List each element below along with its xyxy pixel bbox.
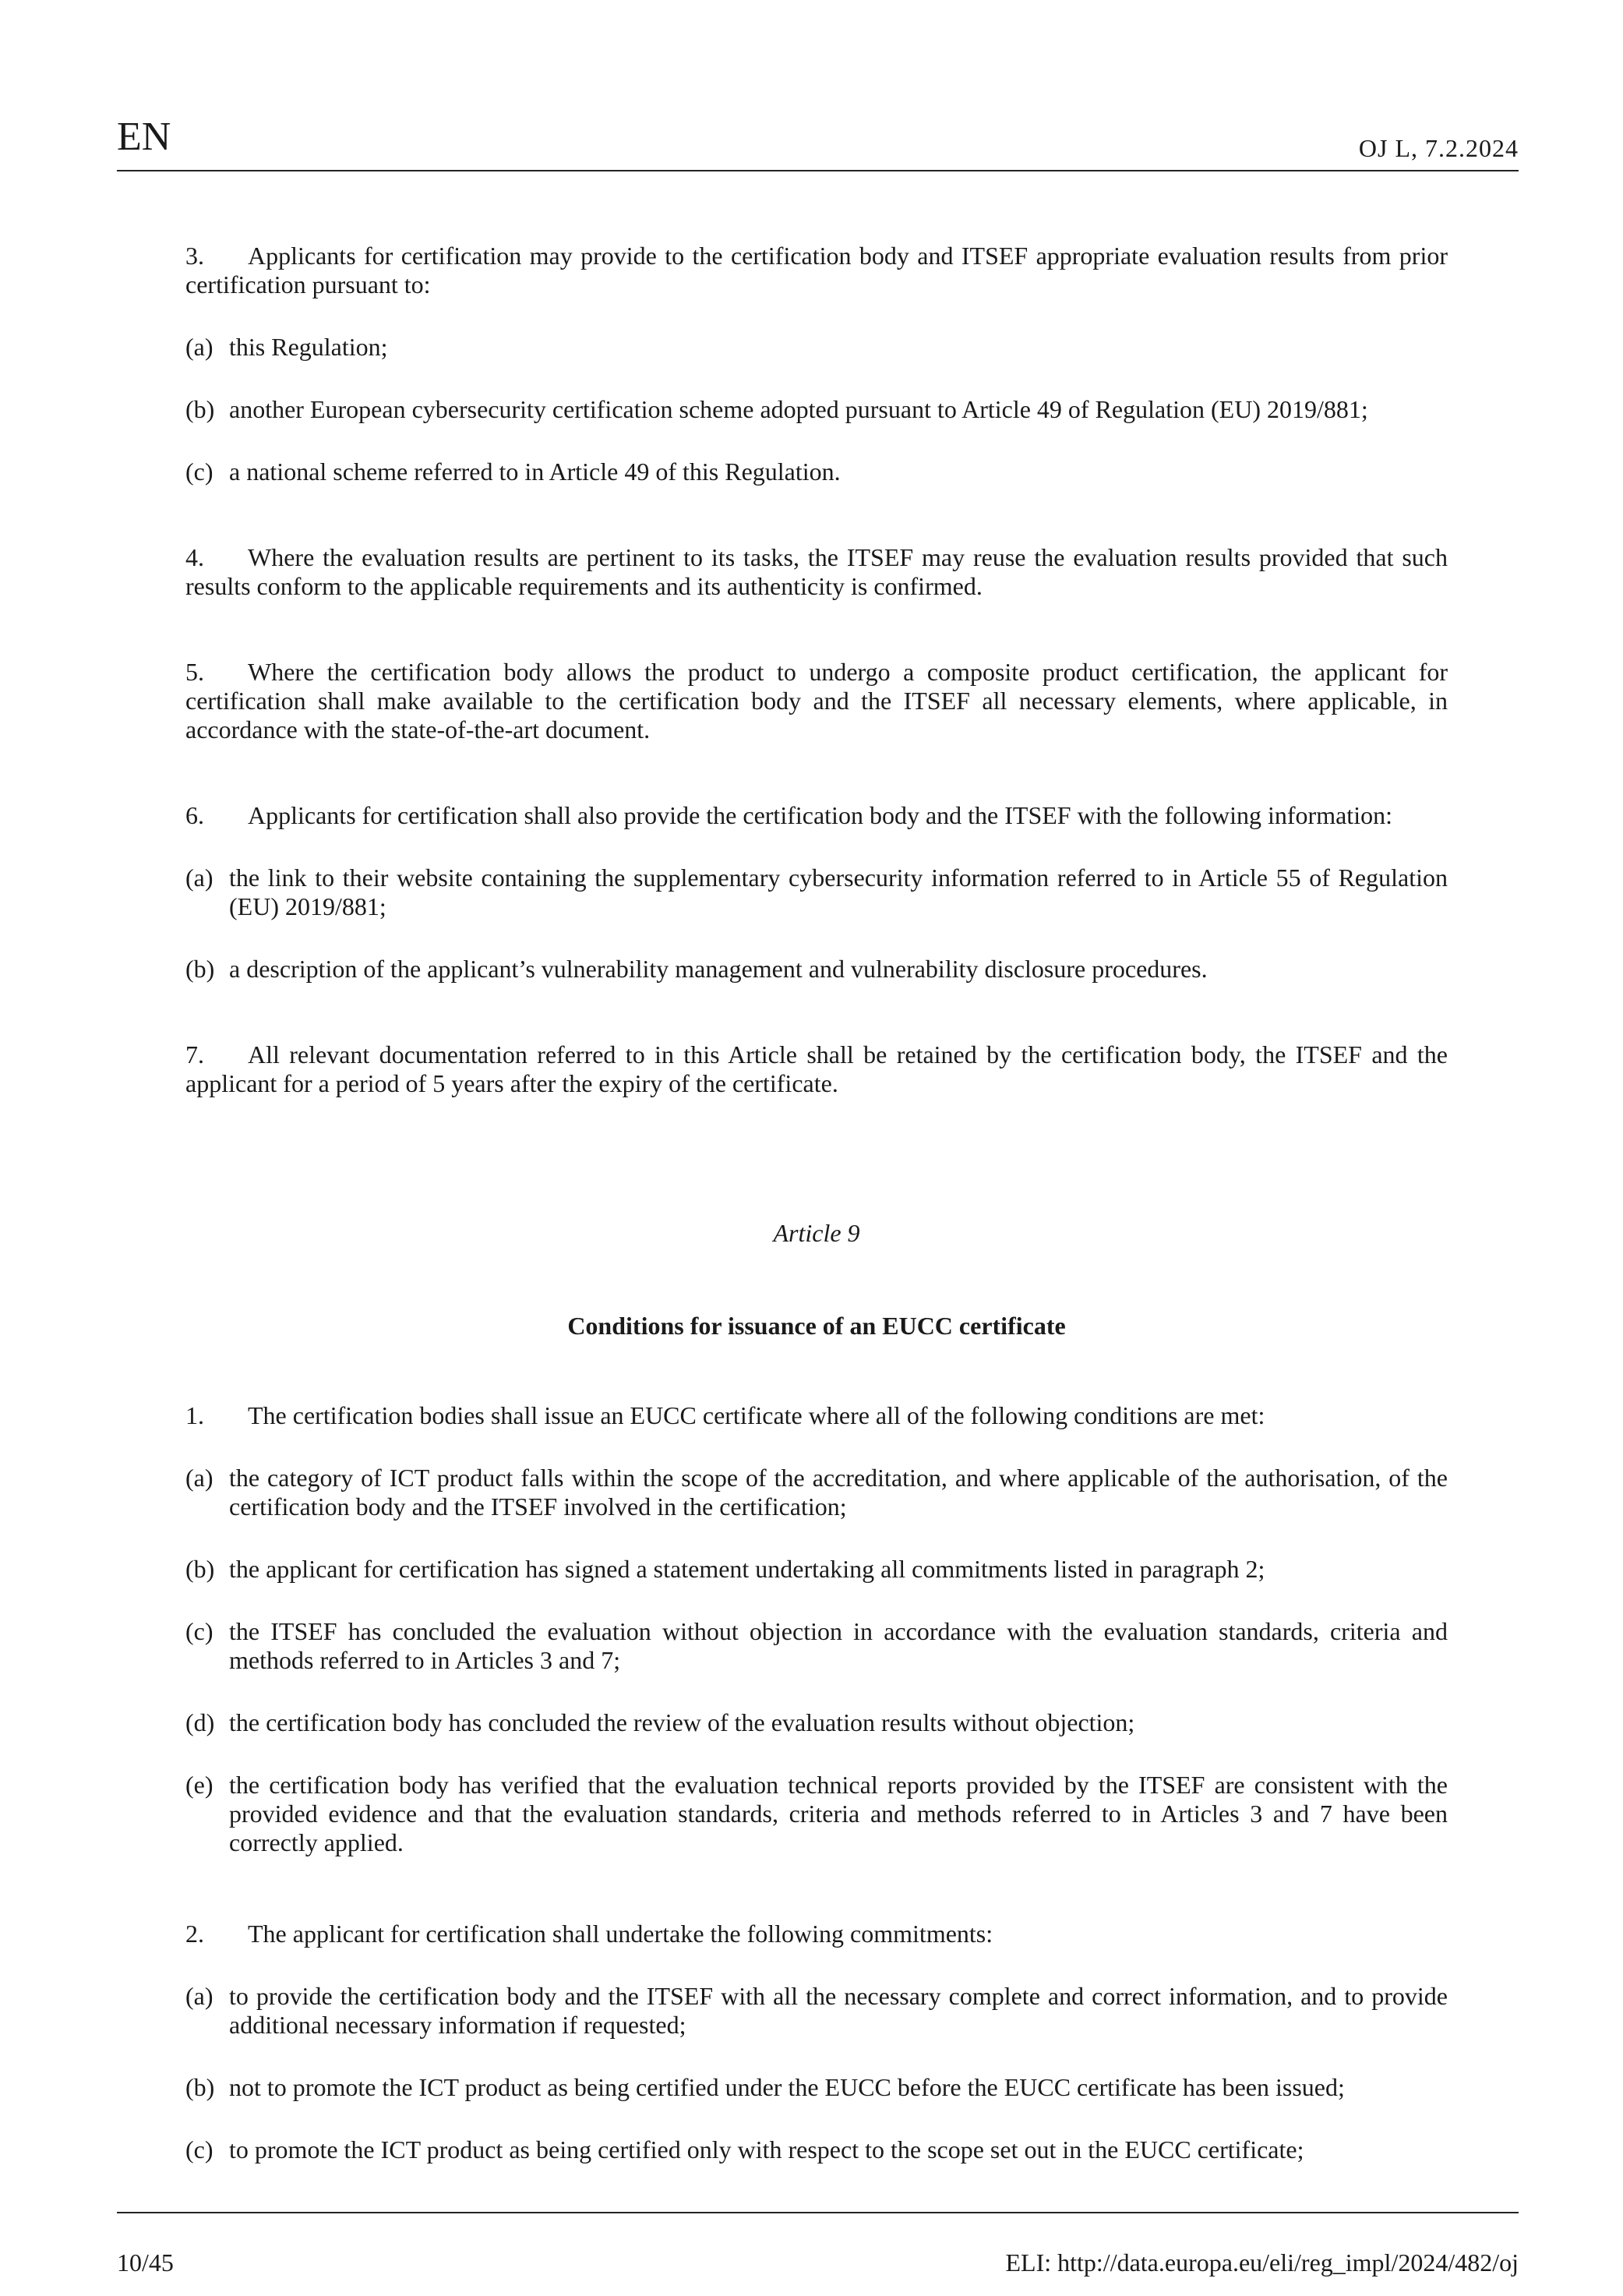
list-item [185, 1464, 1448, 1521]
header-rule [117, 170, 1519, 171]
list-item-label: (c) [185, 457, 213, 486]
list-item-text: the ITSEF has concluded the evaluation without objection in accordance with the evaluation standards, criteria and methods referred to in Articles 3 and 7; [229, 1617, 1448, 1674]
language-code: EN [117, 115, 171, 159]
paragraph-text: The certification bodies shall issue an EUCC certificate where all of the following conditions are met: [248, 1401, 1265, 1429]
list-item [185, 1708, 1448, 1737]
paragraph-text: Where the certification body allows the product to undergo a composite product certification, the applicant for certification shall make available to the certification body and the ITSEF all necessary elements, where applicable, in accordance with the state-of-the-art document. [185, 658, 1448, 744]
paragraph-text: All relevant documentation referred to in this Article shall be retained by the certification body, the ITSEF and the applicant for a period of 5 years after the expiry of the certificate. [185, 1040, 1448, 1097]
list-item-label: (a) [185, 1982, 213, 2010]
list-item-text: not to promote the ICT product as being certified under the EUCC before the EUCC certificate has been issued; [229, 2073, 1345, 2101]
paragraph-number: 6. [185, 801, 204, 829]
list-item-label: (a) [185, 1464, 213, 1492]
list-item-label: (a) [185, 864, 213, 892]
paragraph-3 [185, 242, 1448, 299]
article-title: Article 9 [773, 1219, 860, 1247]
paragraph-4 [185, 543, 1448, 601]
paragraph-1 [185, 1401, 1448, 1430]
list-item-label: (b) [185, 955, 215, 983]
list-item-text: a description of the applicant’s vulnerability management and vulnerability disclosure procedures. [229, 955, 1208, 983]
article-heading: Conditions for issuance of an EUCC certificate [567, 1312, 1066, 1340]
list-item-label: (d) [185, 1708, 215, 1736]
list-item-label: (c) [185, 1617, 213, 1645]
list-item-text: the category of ICT product falls within the scope of the accreditation, and where applicable of the authorisation, of the certification body and the ITSEF involved in the certification; [229, 1464, 1448, 1521]
paragraph-number: 5. [185, 658, 204, 686]
list-item-text: to promote the ICT product as being certified only with respect to the scope set out in the EUCC certificate; [229, 2135, 1304, 2164]
list-item-label: (b) [185, 1555, 215, 1583]
list-item-label: (c) [185, 2135, 213, 2164]
list-item [185, 1555, 1448, 1584]
paragraph-text: Where the evaluation results are pertinent to its tasks, the ITSEF may reuse the evaluation results provided that such results conform to the applicable requirements and its authenticity is confirmed. [185, 543, 1448, 600]
paragraph-5 [185, 658, 1448, 744]
list-item-text: another European cybersecurity certification scheme adopted pursuant to Article 49 of Regulation (EU) 2019/881; [229, 395, 1368, 423]
list-item-text: the applicant for certification has signed a statement undertaking all commitments listed in paragraph 2; [229, 1555, 1265, 1583]
list-item [185, 457, 1448, 486]
list-item-text: to provide the certification body and the ITSEF with all the necessary complete and correct information, and to provide additional necessary information if requested; [229, 1982, 1448, 2039]
list-item-text: the certification body has concluded the review of the evaluation results without objection; [229, 1708, 1135, 1736]
paragraph-number: 4. [185, 543, 204, 571]
document-body [185, 242, 1448, 2164]
journal-reference: OJ L, 7.2.2024 [1358, 134, 1519, 162]
paragraph-number: 3. [185, 242, 204, 270]
paragraph-7 [185, 1040, 1448, 1098]
list-item [185, 864, 1448, 921]
list-item-text: a national scheme referred to in Article 49 of this Regulation. [229, 457, 841, 486]
page-number: 10/45 [117, 2248, 174, 2277]
list-item-label: (b) [185, 395, 215, 423]
paragraph-number: 1. [185, 1401, 204, 1429]
list-item-text: the link to their website containing the supplementary cybersecurity information referred to in Article 55 of Regulation (EU) 2019/881; [229, 864, 1448, 920]
list-item-text: this Regulation; [229, 333, 388, 361]
paragraph-number: 7. [185, 1040, 204, 1069]
list-item-text: the certification body has verified that the evaluation technical reports provided by the ITSEF are consistent with the provided evidence and that the evaluation standards, criteria and methods referred to in Articles 3 and 7 have been correctly applied. [229, 1771, 1448, 1856]
paragraph-number: 2. [185, 1920, 204, 1948]
list-item-label: (a) [185, 333, 213, 361]
list-item [185, 955, 1448, 984]
list-item-label: (b) [185, 2073, 215, 2101]
list-item [185, 1771, 1448, 1857]
list-item [185, 1982, 1448, 2040]
list-item [185, 333, 1448, 362]
footer-rule [117, 2212, 1519, 2213]
paragraph-2 [185, 1920, 1448, 1948]
paragraph-6 [185, 801, 1448, 830]
paragraph-text: Applicants for certification may provide to the certification body and ITSEF appropriate evaluation results from prior certification pursuant to: [185, 242, 1448, 298]
list-item-label: (e) [185, 1771, 213, 1799]
list-item [185, 2135, 1448, 2164]
eli-link[interactable]: ELI: http://data.europa.eu/eli/reg_impl/2024/482/oj [1005, 2248, 1519, 2277]
list-item [185, 395, 1448, 424]
list-item [185, 2073, 1448, 2102]
paragraph-text: The applicant for certification shall undertake the following commitments: [248, 1920, 993, 1948]
paragraph-text: Applicants for certification shall also provide the certification body and the ITSEF with the following information: [248, 801, 1392, 829]
list-item [185, 1617, 1448, 1675]
